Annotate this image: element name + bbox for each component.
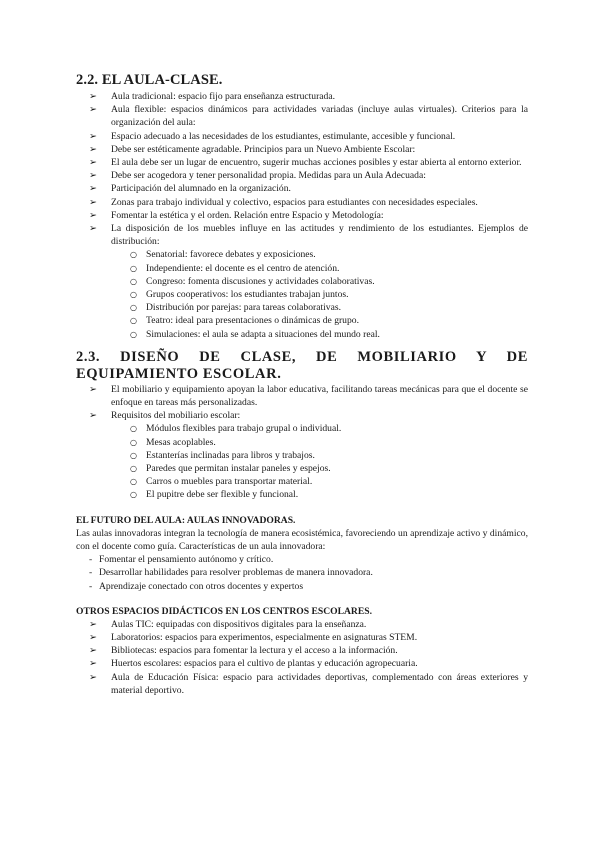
future-heading: EL FUTURO DEL AULA: AULAS INNOVADORAS. bbox=[76, 514, 296, 526]
list-item: ○ Teatro: ideal para presentaciones o dinámicas de grupo. bbox=[76, 314, 528, 327]
list-item: ➢ El mobiliario y equipamiento apoyan la labor educativa, facilitando tareas mecánicas para que el docente se enfoque en tareas más personalizadas. bbox=[76, 383, 528, 409]
other-spaces-heading: OTROS ESPACIOS DIDÁCTICOS EN LOS CENTROS ESCOLARES. bbox=[76, 605, 372, 617]
list-item: ➢ La disposición de los muebles influye en las actitudes y rendimiento de los estudiantes. Ejemplos de distribución: bbox=[76, 222, 528, 248]
list-item: ➢ Aula de Educación Física: espacio para actividades deportivas, complementado con áreas exteriores y material deportivo. bbox=[76, 671, 528, 697]
list-item: ➢ Laboratorios: espacios para experimentos, especialmente en asignaturas STEM. bbox=[76, 631, 528, 644]
list-item: ➢ Fomentar la estética y el orden. Relación entre Espacio y Metodología: bbox=[76, 209, 528, 222]
list-item: - Aprendizaje conectado con otros docentes y expertos bbox=[76, 580, 528, 593]
list-item: ○ Distribución por parejas: para tareas colaborativas. bbox=[76, 301, 528, 314]
mobiliario-list bbox=[76, 383, 528, 423]
list-item: ○ Simulaciones: el aula se adapta a situaciones del mundo real. bbox=[76, 328, 528, 341]
future-paragraph: Las aulas innovadoras integran la tecnología de manera ecosistémica, favoreciendo un aprendizaje activo y dinámico, con el docente como guía. Características de un aula innovadora: bbox=[76, 527, 528, 552]
section-title-2-2: 2.2. EL AULA-CLASE. bbox=[76, 72, 223, 88]
list-item: ➢ Aula tradicional: espacio fijo para enseñanza estructurada. bbox=[76, 90, 528, 103]
list-item: ➢ Espacio adecuado a las necesidades de los estudiantes, estimulante, accesible y funcional. bbox=[76, 130, 528, 143]
page-content bbox=[76, 72, 528, 697]
list-item: ➢ Debe ser acogedora y tener personalidad propia. Medidas para un Aula Adecuada: bbox=[76, 169, 528, 182]
list-item: ➢ Requisitos del mobiliario escolar: bbox=[76, 409, 528, 422]
list-item: ○ Carros o muebles para transportar material. bbox=[76, 475, 528, 488]
list-item: ➢ Aula flexible: espacios dinámicos para actividades variadas (incluye aulas virtuales). Criterios para la organización del aula: bbox=[76, 103, 528, 129]
other-spaces-list bbox=[76, 618, 528, 697]
aula-clase-list bbox=[76, 90, 528, 248]
list-item: ○ El pupitre debe ser flexible y funcional. bbox=[76, 488, 528, 501]
list-item: - Desarrollar habilidades para resolver problemas de manera innovadora. bbox=[76, 566, 528, 579]
characteristics-list bbox=[76, 553, 528, 593]
list-item: ○ Independiente: el docente es el centro de atención. bbox=[76, 262, 528, 275]
list-item: ○ Paredes que permitan instalar paneles y espejos. bbox=[76, 462, 528, 475]
list-item: ➢ Bibliotecas: espacios para fomentar la lectura y el acceso a la información. bbox=[76, 644, 528, 657]
requirements-list bbox=[76, 422, 528, 501]
section-title-2-3: 2.3. DISEÑO DE CLASE, DE MOBILIARIO Y DE EQUIPAMIENTO ESCOLAR. bbox=[76, 348, 528, 382]
list-item: ➢ Zonas para trabajo individual y colectivo, espacios para estudiantes con necesidades especiales. bbox=[76, 196, 528, 209]
list-item: ○ Estanterías inclinadas para libros y trabajos. bbox=[76, 449, 528, 462]
list-item: ○ Grupos cooperativos: los estudiantes trabajan juntos. bbox=[76, 288, 528, 301]
list-item: ➢ Aulas TIC: equipadas con dispositivos digitales para la enseñanza. bbox=[76, 618, 528, 631]
list-item: ○ Mesas acoplables. bbox=[76, 436, 528, 449]
list-item: ○ Módulos flexibles para trabajo grupal o individual. bbox=[76, 422, 528, 435]
list-item: ○ Senatorial: favorece debates y exposiciones. bbox=[76, 248, 528, 261]
list-item: ➢ El aula debe ser un lugar de encuentro, sugerir muchas acciones posibles y estar abierta al entorno exterior. bbox=[76, 156, 528, 169]
list-item: - Fomentar el pensamiento autónomo y crítico. bbox=[76, 553, 528, 566]
list-item: ➢ Huertos escolares: espacios para el cultivo de plantas y educación agropecuaria. bbox=[76, 657, 528, 670]
distribution-examples-list bbox=[76, 248, 528, 340]
list-item: ➢ Debe ser estéticamente agradable. Principios para un Nuevo Ambiente Escolar: bbox=[76, 143, 528, 156]
list-item: ○ Congreso: fomenta discusiones y actividades colaborativas. bbox=[76, 275, 528, 288]
list-item: ➢ Participación del alumnado en la organización. bbox=[76, 182, 528, 195]
